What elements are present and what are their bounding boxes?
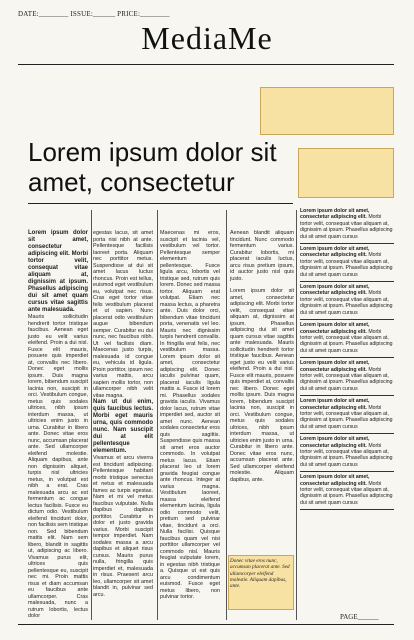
article-body: Mauris sollicitudin hendrerit tortor tristique faucibus. Aenean eget justo eu velit varius eleifend. Proin a dui nisl. Fusce elit mauris, posuere quis imperdiet at, convallis nec libero. Donec eget mollis ipsum. Duis magna lorem, bibendum suscipit lacinia non, suscipit in orci. Vestibulum congue, metus quis sodales ultrices, nibh ipsum interdum massa, ut ultricies enim justo in urna. Curabitur in libero ante. Donec vitae eros nunc, accumsan placerat ante. Sed ullamcorper eleifend molestie. Aliquam dapibus, ante non dignissim aliquet, turpis nisl ultricies metus, in volutpat est nibh a erat. Cras malesuada arcu ac est fermentum ac congue lectus facilisis. Fusce eu dictum odio. Vestibulum eleifend tincidunt dolor, non facilisis sem tristique non. Sed bibendum mattis elit. Nam sem libero, blandit in sagittis ut, adipiscing ac libero. Vivamus purus elit, ultrices quis pellentesque eu, suscipit nec mi. Proin mattis risus et diam accumsan eu faucibus ante ullamcorper. Cras malesuada, nunc a rutrum lobortis, lectus dolor — [28, 314, 88, 619]
article-body: Maecenas mi eros, suscipit et lacinia vel, vestibulum vel tortor. Pellentesque semper elementum pellentesque. Fusce ligula arcu, lobortis vel tristique sed, rutrum quis lorem. Donec sed massa tortor. Aliquam erat volutpat. Etiam nec massa lectus, a pharetra ante. Duis dolor orci, bibendum vitae tincidunt porta, venenatis vel leo. Mauris nec dignissim turpis hendrerit convallis. In fringilla erat felis, nec vestibulum massa. Lorem ipsum dolor sit amet, consectetur adipiscing elit. Donec iaculis pulvinar quam, placerat iaculis ligula mattis a. Fusce id lorem mi. Phasellus sodales gravida iaculis. Vivamus dolor lacus, rutrum vitae imperdiet sed, auctor sit amet nunc. Aenean sodales consectetur eros quis sagittis. Suspendisse quis massa sit amet eros auctor commodo. In volutpat metus lacus. Etiam placerat leo ut lorem gravida feugiat congue ante rhoncus. Integer at varius magna. Vestibulum laoreet, massa eleifend elementum lacinia, ligula odio commodo velit, pretium sed pulvinar vitae, tincidunt a orci. Nulla facilisi. Quisque faucibus quam vel nisi porttitor ullamcorper vel commodo nisl. Mauris feugiat vulputate lorem, in egestas nibh tristique a. Quisque ut est quis arcu condimentum euismod. Fusce eget metus libero, non pulvinar tortor. — [160, 230, 220, 600]
image-caption: Donec vitae eros nunc, accumsan placerat ante. Sed ullamcorper eleifend molestie. Aliquam dapibus, ante. — [230, 558, 290, 590]
brief-item — [300, 358, 394, 396]
column-divider — [226, 210, 227, 620]
column-divider — [157, 210, 158, 620]
headline: Lorem ipsum dolor sit amet, consectetur — [28, 137, 277, 197]
page-number: PAGE______ — [340, 613, 379, 621]
masthead-title: MediaMe — [141, 20, 273, 56]
article-body: Vivamus et arcu viverra est tincidunt adipiscing. Pellentesque habitant morbi tristique senectus et netus et malesuada fames ac turpis egestas. Nam et mi vel metus faucibus vulputate. Nulla dapibus dapibus porttitor. Curabitur in dolor et justo gravida varius. Morbi suscipit tempor imperdiet. Nam sodales massa a arcu dapibus et aliquet risus cursus. Mauris purus nulla, fringilla quis imperdiet et, malesuada in risus. Praesent arcu leo, ullamcorper sit amet blandit in, pulvinar sed arcu. — [93, 455, 153, 598]
article-body: egestas lacus, sit amet porta nisi nibh at ante. Pellentesque facilisis laoreet porta. Aliquam nec porttitor metus. Suspendisse at dui sit amet lacus luctus rhoncus. Proin est tellus, euismod eget vestibulum eu, volutpat nec risus. Cras eget tortor vitae felis vestibulum placerat et ut sapien. Nunc placerat odio vestibulum augue bibendum semper. Curabitur eu dui nunc, nec faucibus nibh. Ut vel facilisis diam. Maecenas justo turpis, malesuada id congue eu, vehicula id ligula. Proin porttitor, ipsum nec varius mattis, arcu sapien mollis tortor, non ullamcorper nibh velit vitae magna. — [93, 230, 153, 399]
brief-text: Morbi tortor velit, consequat vitae aliquam at, dignissim at ipsum. Phasellus adipiscing dui sit amet quam cursus — [300, 328, 393, 354]
brief-text: Morbi tortor velit, consequat vitae aliquam at, dignissim at ipsum. Phasellus adipiscing dui sit amet quam cursus — [300, 404, 393, 430]
headline-rule — [28, 203, 293, 204]
brief-title: Lorem ipsum dolor sit amet, consectetur adipiscing elit. — [300, 322, 370, 335]
brief-text: Morbi tortor velit, consequat vitae aliquam at, dignissim at ipsum. Phasellus adipiscing dui sit amet quam cursus — [300, 214, 393, 240]
brief-title: Lorem ipsum dolor sit amet, consectetur adipiscing elit. — [300, 246, 370, 259]
column-divider — [296, 210, 297, 620]
brief-title: Lorem ipsum dolor sit amet, consectetur adipiscing elit. — [300, 360, 370, 373]
footer-rule — [18, 624, 394, 625]
masthead-rule — [18, 64, 394, 65]
brief-text: Morbi tortor velit, consequat vitae aliquam at, dignissim at ipsum. Phasellus adipiscing dui sit amet quam cursus — [300, 480, 393, 506]
brief-title: Lorem ipsum dolor sit amet, consectetur adipiscing elit. — [300, 436, 370, 449]
column-divider — [91, 210, 92, 620]
ad-box-top — [260, 87, 394, 135]
brief-text: Morbi tortor velit, consequat vitae aliquam at, dignissim at ipsum. Phasellus adipiscing dui sit amet quam cursus — [300, 252, 393, 278]
brief-title: Lorem ipsum dolor sit amet, consectetur adipiscing elit. — [300, 208, 370, 221]
sidebar-briefs — [300, 206, 394, 510]
brief-title: Lorem ipsum dolor sit amet, consectetur adipiscing elit. — [300, 398, 370, 411]
article-subhead: Nam ut dui enim, quis faucibus lectus. Morbi eget mauris urna, quis commodo nunc. Nam suscipit dui at elit pellentesque elementum. — [93, 399, 153, 454]
brief-item — [300, 434, 394, 472]
issue-meta-line: DATE:________ ISSUE:______ PRICE:________ — [18, 10, 170, 18]
ad-box-side — [298, 148, 394, 198]
brief-text: Morbi tortor velit, consequat vitae aliquam at, dignissim at ipsum. Phasellus adipiscing dui sit amet quam cursus — [300, 366, 393, 392]
brief-item — [300, 282, 394, 320]
brief-title: Lorem ipsum dolor sit amet, consectetur adipiscing elit. — [300, 474, 370, 487]
brief-text: Morbi tortor velit, consequat vitae aliquam at, dignissim at ipsum. Phasellus adipiscing dui sit amet quam cursus — [300, 290, 393, 316]
brief-item — [300, 396, 394, 434]
brief-item — [300, 472, 394, 510]
brief-title: Lorem ipsum dolor sit amet, consectetur adipiscing elit. — [300, 284, 370, 297]
article-column-3 — [160, 230, 220, 610]
brief-item — [300, 206, 394, 244]
article-body: Aenean blandit aliquam tincidunt. Nunc commodo fermentum varius. Curabitur lobortis, mi placerat iaculis luctus, arcu risus pretium ipsum, id auctor justo nisl quis justo. — [230, 230, 294, 282]
article-column-1 — [28, 230, 88, 619]
article-column-4 — [230, 230, 294, 550]
article-column-2 — [93, 230, 153, 610]
brief-item — [300, 244, 394, 282]
article-lead: Lorem ipsum dolor sit amet, consectetur adipiscing elit. Morbi tortor velit, consequat vitae aliquam at, dignissim at ipsum. Phasellus adipiscing dui sit amet quam cursus vitae sagittis ante malesuada. — [28, 230, 88, 313]
brief-text: Morbi tortor velit, consequat vitae aliquam at, dignissim at ipsum. Phasellus adipiscing dui sit amet quam cursus — [300, 442, 393, 468]
brief-item — [300, 320, 394, 358]
article-body: Lorem ipsum dolor sit amet, consectetur adipiscing elit. Morbi tortor velit, consequat vitae aliquam at, dignissim at ipsum. Phasellus adipiscing dui sit amet quam cursus vitae sagittis ante malesuada. Mauris sollicitudin hendrerit tortor tristique faucibus. Aenean eget justo eu velit varius eleifend. Proin a dui nisl. Fusce elit mauris, posuere quis imperdiet at, convallis nec libero. Donec eget mollis ipsum. Duis magna lorem, bibendum suscipit lacinia non, suscipit in orci. Vestibulum congue, metus quis sodales ultrices, nibh ipsum interdum massa, ut ultricies enim justo in urna. Curabitur in libero ante. Donec vitae eros nunc, accumsan placerat ante. Sed ullamcorper eleifend molestie. Aliquam dapibus, ante. — [230, 288, 294, 483]
